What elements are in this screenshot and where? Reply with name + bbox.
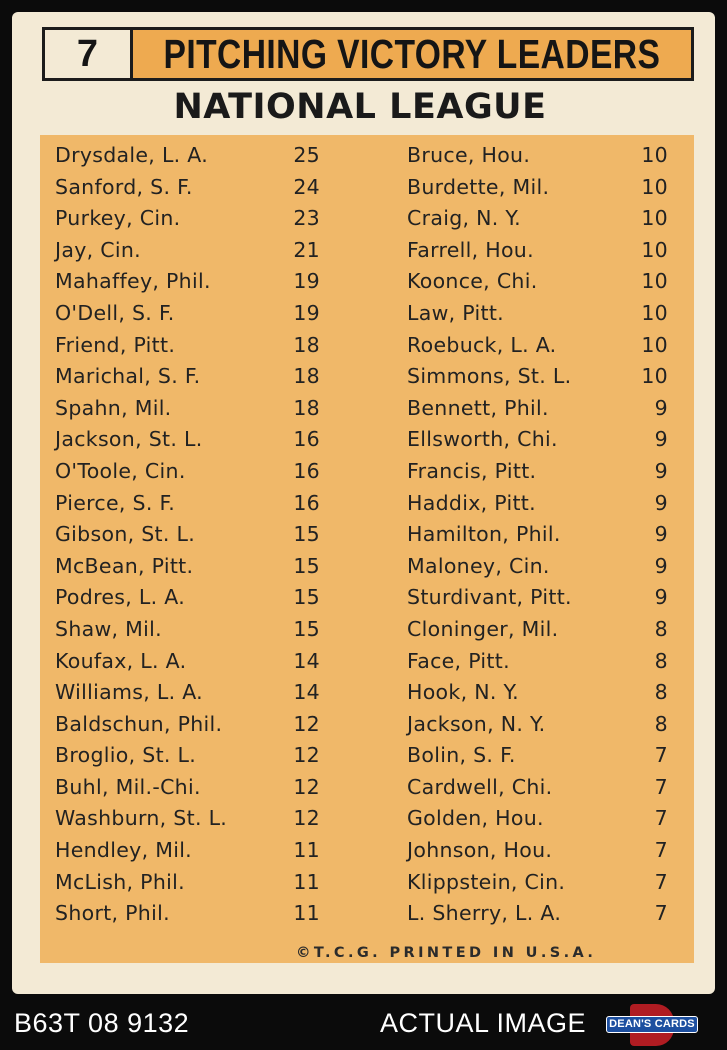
win-count: 19 <box>293 300 320 325</box>
leader-row <box>55 740 320 772</box>
league-subtitle: NATIONAL LEAGUE <box>173 87 547 127</box>
win-count: 25 <box>293 143 320 167</box>
pitcher-name: Francis, Pitt. <box>407 458 537 483</box>
win-count: 15 <box>293 553 320 578</box>
win-count: 7 <box>654 806 668 831</box>
leader-row <box>55 361 320 393</box>
win-count: 8 <box>654 616 668 641</box>
win-count: 10 <box>641 332 668 357</box>
pitcher-name: Sanford, S. F. <box>55 174 193 199</box>
leader-row <box>55 803 320 835</box>
leader-row <box>407 424 668 456</box>
win-count: 14 <box>293 648 320 673</box>
leader-row <box>55 330 320 362</box>
win-count: 18 <box>293 364 320 389</box>
leader-row <box>55 456 320 488</box>
win-count: 21 <box>293 237 320 262</box>
win-count: 9 <box>654 585 668 610</box>
pitcher-name: Washburn, St. L. <box>55 806 228 831</box>
win-count: 11 <box>293 869 320 894</box>
leaders-column-left <box>55 140 320 930</box>
pitcher-name: McLish, Phil. <box>55 869 185 894</box>
pitcher-name: Hook, N. Y. <box>407 680 519 705</box>
pitcher-name: Mahaffey, Phil. <box>55 269 211 294</box>
pitcher-name: Hendley, Mil. <box>55 838 192 863</box>
pitcher-name: L. Sherry, L. A. <box>407 901 562 926</box>
pitcher-name: Hamilton, Phil. <box>407 522 561 547</box>
win-count: 7 <box>654 774 668 799</box>
pitcher-name: Jay, Cin. <box>55 237 141 262</box>
leader-row <box>407 772 668 804</box>
pitcher-name: Baldschun, Phil. <box>55 711 223 736</box>
leader-row <box>55 298 320 330</box>
leader-row <box>55 140 320 172</box>
win-count: 10 <box>641 364 668 389</box>
pitcher-name: Jackson, St. L. <box>55 427 203 452</box>
pitcher-name: Klippstein, Cin. <box>407 869 566 894</box>
card-code: B63T 08 9132 <box>14 1008 190 1038</box>
leader-row <box>55 709 320 741</box>
win-count: 24 <box>293 174 320 199</box>
leader-row <box>407 172 668 204</box>
leader-row <box>407 582 668 614</box>
leader-row <box>55 614 320 646</box>
pitcher-name: Koufax, L. A. <box>55 648 187 673</box>
pitcher-name: Golden, Hou. <box>407 806 544 831</box>
leader-row <box>407 646 668 678</box>
pitcher-name: Shaw, Mil. <box>55 616 162 641</box>
pitcher-name: Jackson, N. Y. <box>407 711 546 736</box>
leader-row <box>407 203 668 235</box>
win-count: 16 <box>293 427 320 452</box>
win-count: 11 <box>293 901 320 926</box>
pitcher-name: Bennett, Phil. <box>407 395 549 420</box>
leader-row <box>55 551 320 583</box>
win-count: 9 <box>654 490 668 515</box>
logo-banner: DEAN'S CARDS <box>606 1016 698 1033</box>
leader-row <box>55 582 320 614</box>
win-count: 8 <box>654 648 668 673</box>
leader-row <box>407 898 668 930</box>
copyright-line: ©T.C.G. PRINTED IN U.S.A. <box>296 945 597 961</box>
win-count: 10 <box>641 237 668 262</box>
leader-row <box>407 266 668 298</box>
leader-row <box>55 772 320 804</box>
win-count: 16 <box>293 490 320 515</box>
leader-row <box>55 393 320 425</box>
leader-row <box>407 393 668 425</box>
win-count: 12 <box>293 806 320 831</box>
leader-row <box>407 803 668 835</box>
pitcher-name: McBean, Pitt. <box>55 553 194 578</box>
pitcher-name: Burdette, Mil. <box>407 174 550 199</box>
win-count: 8 <box>654 711 668 736</box>
pitcher-name: Bolin, S. F. <box>407 743 516 768</box>
pitcher-name: Bruce, Hou. <box>407 143 531 167</box>
leader-row <box>55 235 320 267</box>
win-count: 9 <box>654 553 668 578</box>
win-count: 7 <box>654 901 668 926</box>
win-count: 7 <box>654 869 668 894</box>
win-count: 8 <box>654 680 668 705</box>
win-count: 18 <box>293 332 320 357</box>
leader-row <box>407 867 668 899</box>
win-count: 10 <box>641 174 668 199</box>
pitcher-name: Maloney, Cin. <box>407 553 550 578</box>
pitcher-name: Buhl, Mil.-Chi. <box>55 774 201 799</box>
pitcher-name: Face, Pitt. <box>407 648 510 673</box>
leader-row <box>55 677 320 709</box>
win-count: 11 <box>293 838 320 863</box>
leader-row <box>55 424 320 456</box>
pitcher-name: Koonce, Chi. <box>407 269 538 294</box>
win-count: 7 <box>654 743 668 768</box>
win-count: 15 <box>293 522 320 547</box>
leader-row <box>407 488 668 520</box>
win-count: 12 <box>293 774 320 799</box>
win-count: 18 <box>293 395 320 420</box>
pitcher-name: Sturdivant, Pitt. <box>407 585 572 610</box>
leader-row <box>55 488 320 520</box>
pitcher-name: Purkey, Cin. <box>55 206 181 231</box>
leader-row <box>55 172 320 204</box>
leader-row <box>55 835 320 867</box>
actual-image-label: ACTUAL IMAGE <box>380 1008 587 1038</box>
leader-row <box>407 519 668 551</box>
pitcher-name: Craig, N. Y. <box>407 206 521 231</box>
win-count: 23 <box>293 206 320 231</box>
win-count: 19 <box>293 269 320 294</box>
leader-row <box>407 298 668 330</box>
leader-row <box>407 677 668 709</box>
win-count: 10 <box>641 269 668 294</box>
win-count: 9 <box>654 427 668 452</box>
win-count: 10 <box>641 143 668 167</box>
pitcher-name: Marichal, S. F. <box>55 364 201 389</box>
win-count: 12 <box>293 711 320 736</box>
leader-row <box>407 361 668 393</box>
pitcher-name: Podres, L. A. <box>55 585 186 610</box>
pitcher-name: Williams, L. A. <box>55 680 203 705</box>
pitcher-name: Pierce, S. F. <box>55 490 176 515</box>
leader-row <box>55 646 320 678</box>
leader-row <box>407 140 668 172</box>
pitcher-name: Law, Pitt. <box>407 300 504 325</box>
win-count: 15 <box>293 585 320 610</box>
card-number: 7 <box>42 27 130 81</box>
win-count: 10 <box>641 300 668 325</box>
leader-row <box>55 898 320 930</box>
pitcher-name: Farrell, Hou. <box>407 237 534 262</box>
leaders-column-right <box>407 140 668 930</box>
win-count: 10 <box>641 206 668 231</box>
deans-cards-logo <box>606 1004 698 1046</box>
pitcher-name: Johnson, Hou. <box>407 838 553 863</box>
leader-row <box>407 456 668 488</box>
leader-row <box>407 835 668 867</box>
leader-row <box>55 203 320 235</box>
win-count: 15 <box>293 616 320 641</box>
win-count: 12 <box>293 743 320 768</box>
pitcher-name: Ellsworth, Chi. <box>407 427 558 452</box>
pitcher-name: O'Dell, S. F. <box>55 300 175 325</box>
win-count: 7 <box>654 838 668 863</box>
pitcher-name: Roebuck, L. A. <box>407 332 557 357</box>
leader-row <box>55 266 320 298</box>
pitcher-name: Cardwell, Chi. <box>407 774 553 799</box>
pitcher-name: Drysdale, L. A. <box>55 143 209 167</box>
card-title: PITCHING VICTORY LEADERS <box>163 30 661 77</box>
pitcher-name: Haddix, Pitt. <box>407 490 536 515</box>
pitcher-name: Cloninger, Mil. <box>407 616 559 641</box>
leader-row <box>407 330 668 362</box>
win-count: 9 <box>654 458 668 483</box>
win-count: 16 <box>293 458 320 483</box>
win-count: 9 <box>654 522 668 547</box>
pitcher-name: Friend, Pitt. <box>55 332 176 357</box>
leader-row <box>407 614 668 646</box>
leader-row <box>55 519 320 551</box>
leader-row <box>55 867 320 899</box>
leader-row <box>407 551 668 583</box>
leader-row <box>407 709 668 741</box>
pitcher-name: Spahn, Mil. <box>55 395 172 420</box>
leader-row <box>407 740 668 772</box>
pitcher-name: Simmons, St. L. <box>407 364 572 389</box>
leader-row <box>407 235 668 267</box>
title-banner <box>130 27 694 81</box>
pitcher-name: Gibson, St. L. <box>55 522 196 547</box>
pitcher-name: Broglio, St. L. <box>55 743 197 768</box>
win-count: 14 <box>293 680 320 705</box>
pitcher-name: O'Toole, Cin. <box>55 458 186 483</box>
win-count: 9 <box>654 395 668 420</box>
pitcher-name: Short, Phil. <box>55 901 170 926</box>
